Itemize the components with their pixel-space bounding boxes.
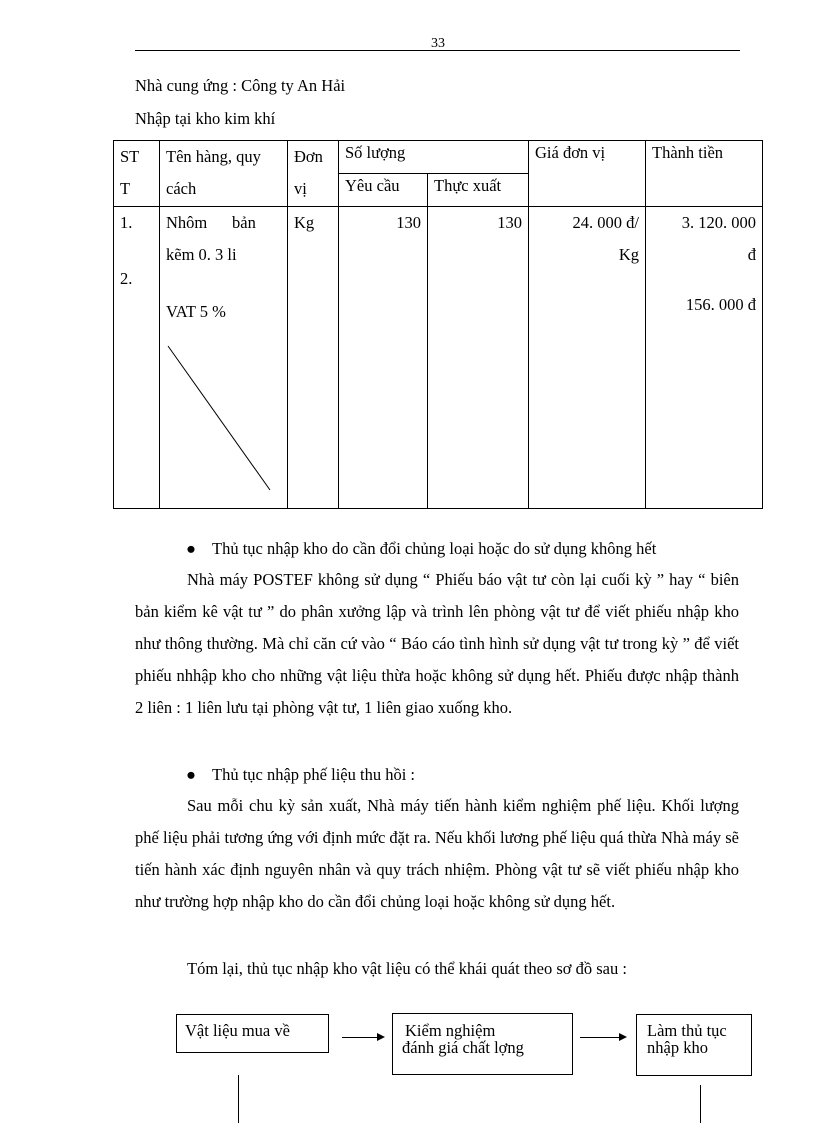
flow-box2-label-1: Kiểm nghiệm <box>405 1021 496 1040</box>
header-stt: ST T <box>114 141 160 207</box>
bullet-item-1 <box>186 539 656 559</box>
bullet-text-1: Thủ tục nhập kho do cần đổi chủng loại hoặc do sử dụng không hết <box>212 539 657 558</box>
header-qty-required: Yêu cầu <box>339 174 428 207</box>
bullet-text-2: Thủ tục nhập phế liệu thu hồi : <box>212 765 416 784</box>
flow-arrow-1 <box>342 1037 378 1038</box>
header-unit: Đơn vị <box>288 141 339 207</box>
flow-arrowhead-1 <box>377 1033 385 1041</box>
row1-unit: Kg <box>288 207 339 509</box>
flow-box-receipt-procedure <box>636 1014 752 1076</box>
row-name-cell <box>160 207 288 509</box>
row1-price-2: Kg <box>618 245 639 264</box>
flow-box1-label: Vật liệu mua về <box>185 1021 290 1040</box>
row2-name: VAT 5 % <box>166 302 226 321</box>
row1-price-1: 24. 000 đ/ <box>572 213 639 232</box>
flow-box-inspection <box>392 1013 573 1075</box>
header-quantity: Số lượng <box>339 141 529 174</box>
header-qty-actual: Thực xuất <box>428 174 529 207</box>
paragraph-3: Tóm lại, thủ tục nhập kho vật liệu có thể khái quát theo sơ đồ sau : <box>187 959 627 978</box>
diagonal-strike <box>166 344 276 494</box>
paragraph-1: Nhà máy POSTEF không sử dụng “ Phiếu báo vật tư còn lại cuối kỳ ” hay “ biên bản kiểm kê vật tư ” do phân xưởng lập và trình lên phòng vật tư để viết phiếu nhập kho như thông thường. Mà chỉ căn cứ vào “ Báo cáo tình hình sử dụng vật tư trong kỳ ” để viết phiếu nhhập kho cho những vật liệu thừa hoặc không sử dụng hết. Phiếu được nhập thành 2 liên : 1 liên lưu tại phòng vật tư, 1 liên giao xuống kho. <box>135 570 739 717</box>
bullet-dot: ● <box>186 539 196 558</box>
header-unit-price: Giá đơn vị <box>529 141 646 207</box>
flow-arrowhead-2 <box>619 1033 627 1041</box>
page-number: 33 <box>431 36 445 51</box>
flow-connector-left <box>238 1075 239 1123</box>
bullet-dot: ● <box>186 765 196 784</box>
row2-total: 156. 000 đ <box>685 295 756 314</box>
row1-name-1: Nhôm bản <box>166 213 256 232</box>
header-name: Tên hàng, quy cách <box>160 141 288 207</box>
row1-total-1: 3. 120. 000 <box>681 213 756 232</box>
flow-arrow-2 <box>580 1037 620 1038</box>
row1-price-cell <box>529 207 646 509</box>
flow-box2-label-2: đánh giá chất lợng <box>402 1038 524 1057</box>
warehouse-line: Nhập tại kho kim khí <box>135 109 276 128</box>
row1-name-2: kẽm 0. 3 li <box>166 245 237 264</box>
flow-box3-label-1: Làm thủ tục <box>647 1021 727 1040</box>
row2-stt: 2. <box>120 269 133 288</box>
flow-box3-label-2: nhập kho <box>647 1038 708 1057</box>
row1-total-2: đ <box>747 245 756 264</box>
supplier-line: Nhà cung ứng : Công ty An Hải <box>135 76 346 95</box>
row-stt-cell <box>114 207 160 509</box>
receipt-table <box>113 140 763 509</box>
flow-connector-right <box>700 1085 701 1123</box>
header-total: Thành tiền <box>646 141 763 207</box>
row1-stt: 1. <box>120 213 133 232</box>
bullet-item-2 <box>186 765 415 785</box>
row-total-cell <box>646 207 763 509</box>
row1-qty-required: 130 <box>339 207 428 509</box>
flow-box-purchased-materials <box>176 1014 329 1053</box>
header-rule <box>135 50 740 51</box>
row1-qty-actual: 130 <box>428 207 529 509</box>
paragraph-2: Sau mỗi chu kỳ sản xuất, Nhà máy tiến hành kiểm nghiệm phế liệu. Khối lượng phế liệu phải tương ứng với định mức đặt ra. Nếu khối lương phế liệu quá thừa Nhà máy sẽ tiến hành xác định nguyên nhân và quy trách nhiệm. Phòng vật tư sẽ viết phiếu nhập kho như trường hợp nhập kho do cần đổi chủng loại hoặc không sử dụng hết. <box>135 796 739 911</box>
